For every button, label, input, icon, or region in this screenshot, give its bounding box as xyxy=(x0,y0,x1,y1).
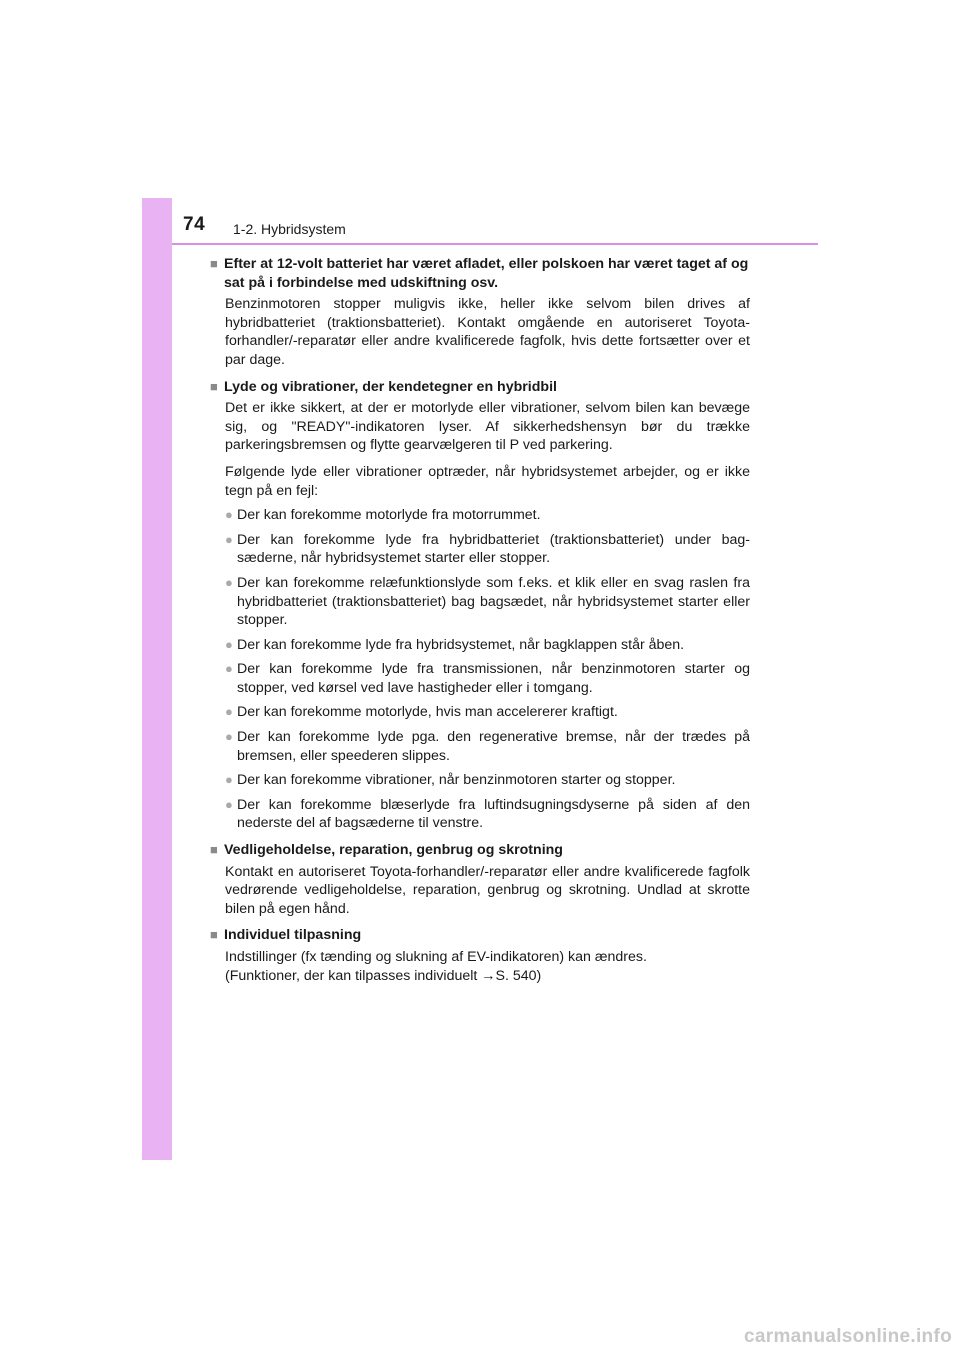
list-item-text: Der kan forekomme lyde pga. den regenerative bremse, når der trædes på bremsen, eller speederen slippes. xyxy=(237,729,750,764)
section-title: 1-2. Hybridsystem xyxy=(233,221,346,237)
section-title-text: Efter at 12-volt batteriet har været afladet, eller polskoen har været taget af og sat på i forbindelse med udskiftning osv. xyxy=(224,256,749,291)
list-item xyxy=(225,506,750,525)
round-bullet-icon: ● xyxy=(225,796,233,812)
list-item-text: Der kan forekomme lyde fra hybridsystemet, når bagklappen står åben. xyxy=(237,636,685,653)
page-content xyxy=(210,255,750,993)
section-heading xyxy=(210,378,750,397)
list-item xyxy=(225,531,750,568)
round-bullet-icon: ● xyxy=(225,574,233,590)
body-paragraph: Følgende lyde eller vibrationer optræder, når hybridsystemet arbejder, og er ikke tegn på en fejl: xyxy=(225,463,750,499)
square-bullet-icon: ■ xyxy=(210,378,218,394)
body-paragraph: Indstillinger (fx tænding og slukning af EV-indikatoren) kan ændres. xyxy=(225,949,647,965)
list-item xyxy=(225,796,750,833)
section-heading xyxy=(210,841,750,860)
section-block xyxy=(210,926,750,985)
list-item xyxy=(225,636,750,655)
list-item-text: Der kan forekomme motorlyde fra motorrummet. xyxy=(237,507,541,524)
round-bullet-icon: ● xyxy=(225,531,233,547)
list-item-text: Der kan forekomme vibrationer, når benzinmotoren starter og stopper. xyxy=(237,772,676,789)
cross-reference: (Funktioner, der kan tilpasses individuelt →S. 540) xyxy=(225,967,542,984)
section-heading xyxy=(210,926,750,945)
section-block xyxy=(210,255,750,370)
list-item-text: Der kan forekomme blæserlyde fra luftindsugningsdyserne på siden af den nederste del af bagsæderne til venstre. xyxy=(237,796,750,832)
section-block xyxy=(210,841,750,918)
round-bullet-icon: ● xyxy=(225,729,233,745)
list-item-text: Der kan forekomme lyde fra hybridbatteriet (traktionsbatteriet) under bag-sæderne, når hybridsystemet starter eller stopper. xyxy=(237,531,750,567)
side-tab-bar xyxy=(142,198,172,1160)
header-rule xyxy=(172,243,818,245)
section-title-text: Lyde og vibrationer, der kendetegner en hybridbil xyxy=(224,378,557,395)
body-paragraph: Det er ikke sikkert, at der er motorlyde eller vibrationer, selvom bilen kan bevæge sig, og "READY"-indikatoren lyser. Af sikkerhedshensyn bør du trække parkeringsbremsen og flytte gearvælgeren til P ved parkering. xyxy=(225,400,750,454)
list-item-text: Der kan forekomme lyde fra transmissionen, når benzinmotoren starter og stopper, ved kørsel ved lave hastigheder eller i tomgang. xyxy=(237,661,750,696)
list-item xyxy=(225,771,750,790)
square-bullet-icon: ■ xyxy=(210,842,218,858)
page-number: 74 xyxy=(183,214,206,235)
list-item xyxy=(225,574,750,630)
section-title-text: Vedligeholdelse, reparation, genbrug og skrotning xyxy=(224,842,563,859)
round-bullet-icon: ● xyxy=(225,704,233,720)
round-bullet-icon: ● xyxy=(225,772,233,788)
body-paragraph: Benzinmotoren stopper muligvis ikke, heller ikke selvom bilen drives af hybridbatteriet (traktionsbatteriet). Kontakt omgående en autoriseret Toyota-forhandler/-reparatør eller andre kvalificerede fagfolk, hvis dette fortsætter over et par dage. xyxy=(225,296,750,368)
round-bullet-icon: ● xyxy=(225,661,233,677)
section-block xyxy=(210,378,750,833)
list-item xyxy=(225,703,750,722)
section-heading xyxy=(210,255,750,292)
watermark: carmanualsonline.info xyxy=(744,1326,952,1347)
round-bullet-icon: ● xyxy=(225,507,233,523)
header-tab xyxy=(142,198,172,244)
square-bullet-icon: ■ xyxy=(210,927,218,943)
square-bullet-icon: ■ xyxy=(210,256,218,271)
section-title-text: Individuel tilpasning xyxy=(224,927,362,944)
round-bullet-icon: ● xyxy=(225,636,233,652)
list-item-text: Der kan forekomme motorlyde, hvis man accelererer kraftigt. xyxy=(237,704,618,721)
body-paragraph: Kontakt en autoriseret Toyota-forhandler/-reparatør eller andre kvalificerede fagfolk vedrørende vedligeholdelse, reparation, genbrug og skrotning. Undlad at skrotte bilen på egen hånd. xyxy=(225,863,750,917)
list-item-text: Der kan forekomme relæfunktionslyde som f.eks. et klik eller en svag raslen fra hybridbatteriet (traktionsbatteriet) bag bagsædet, når hybridsystemet starter eller stopper. xyxy=(237,574,750,629)
list-item xyxy=(225,660,750,697)
list-item xyxy=(225,728,750,765)
